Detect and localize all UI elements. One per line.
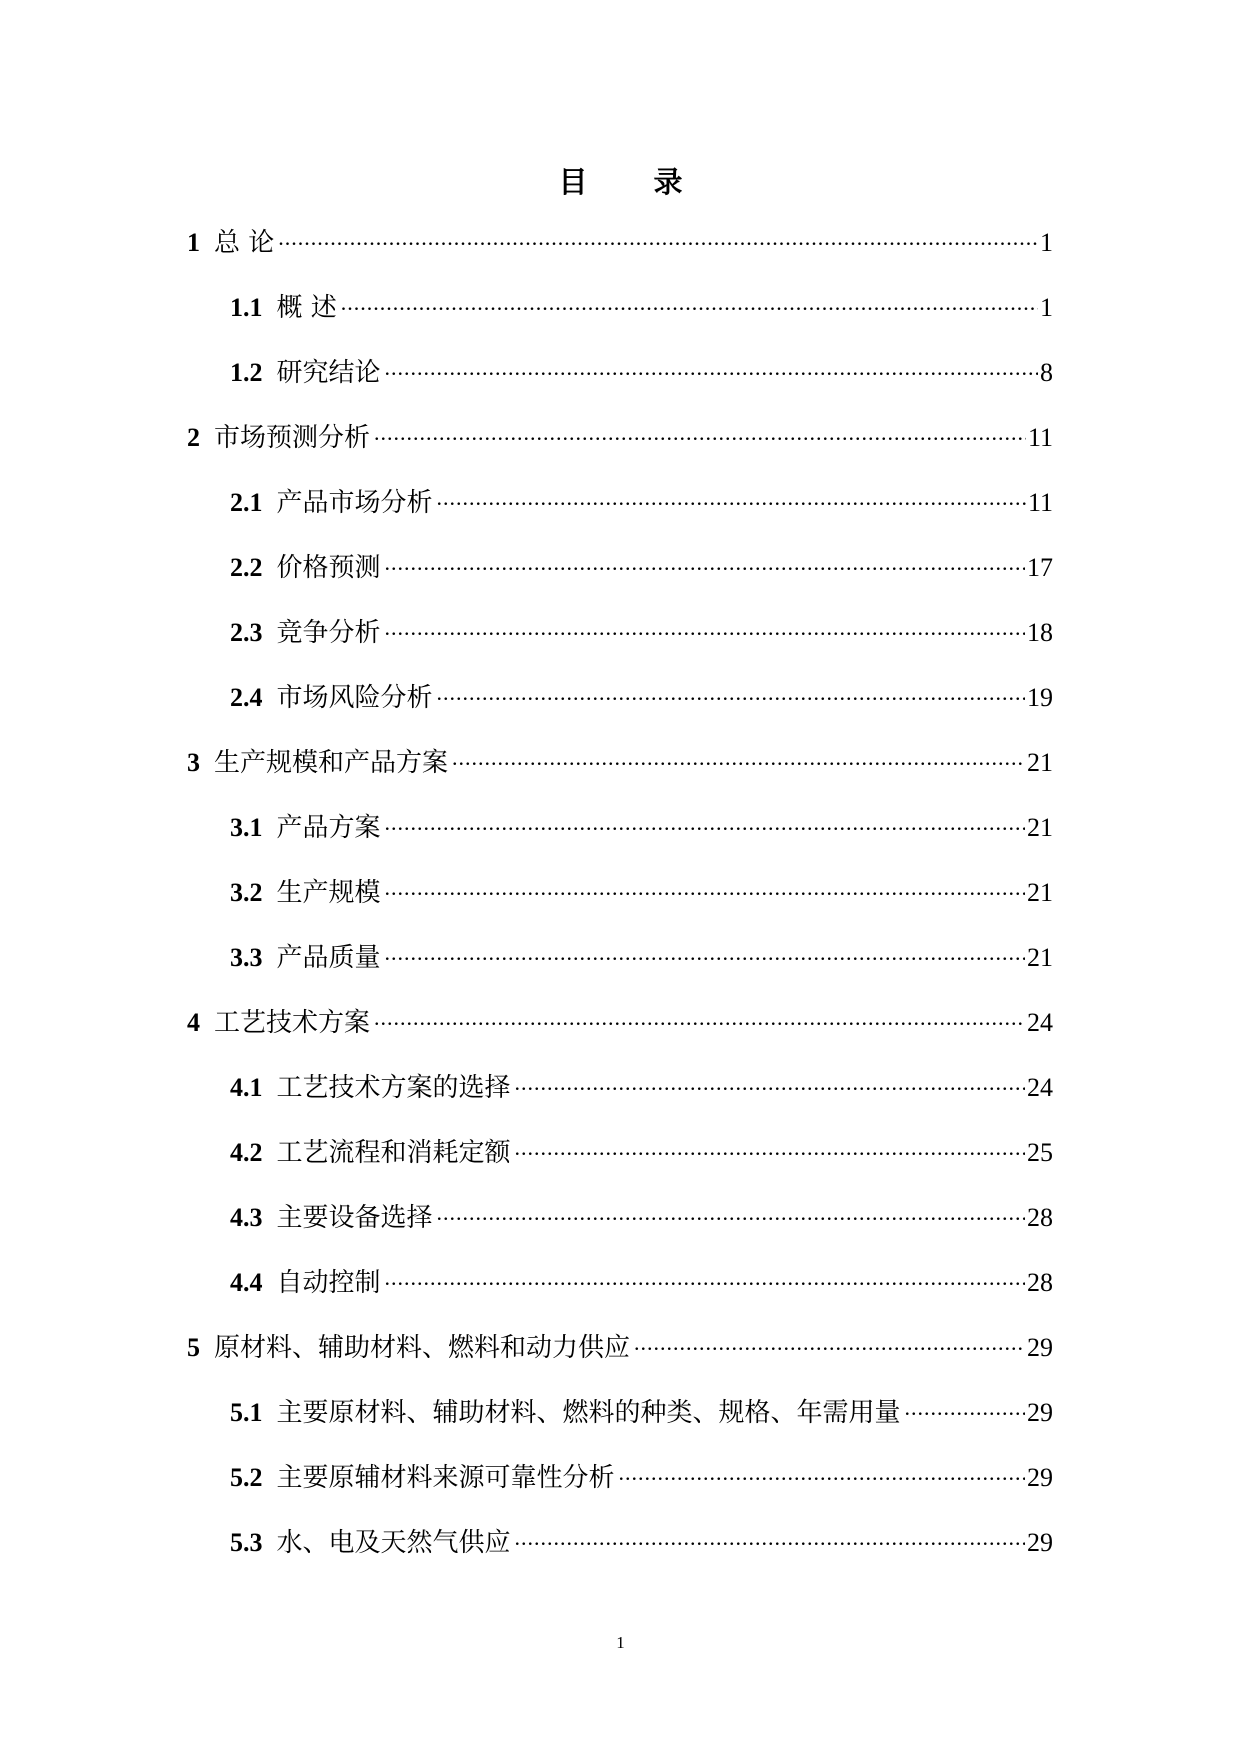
toc-entry-page: 28 bbox=[1027, 1203, 1053, 1232]
toc-entry-number: 1 bbox=[187, 228, 200, 257]
toc-entry[interactable] bbox=[187, 1067, 1053, 1132]
toc-entry-label: 概 述 bbox=[276, 293, 337, 323]
toc-entry-number: 3 bbox=[187, 748, 200, 777]
toc-entry-label: 生产规模和产品方案 bbox=[214, 748, 449, 778]
toc-entry-page: 25 bbox=[1027, 1138, 1053, 1167]
toc-dot-leader bbox=[374, 1005, 1025, 1031]
toc-entry-number: 5.3 bbox=[230, 1528, 263, 1557]
toc-entry-number: 5 bbox=[187, 1333, 200, 1362]
toc-dot-leader bbox=[437, 485, 1026, 511]
toc-entry[interactable] bbox=[187, 1262, 1053, 1327]
toc-entry[interactable] bbox=[187, 222, 1053, 287]
toc-entry[interactable] bbox=[187, 482, 1053, 547]
toc-entry[interactable] bbox=[187, 937, 1053, 1002]
toc-entry-page: 1 bbox=[1040, 293, 1053, 322]
toc-dot-leader bbox=[385, 940, 1025, 966]
toc-entry-page: 29 bbox=[1027, 1528, 1053, 1557]
toc-entry[interactable] bbox=[187, 1197, 1053, 1262]
toc-dot-leader bbox=[437, 1200, 1025, 1226]
toc-entry-number: 4.2 bbox=[230, 1138, 263, 1167]
toc-entry-label: 主要原辅材料来源可靠性分析 bbox=[276, 1463, 615, 1493]
toc-entry-number: 5.1 bbox=[230, 1398, 263, 1427]
toc-entry-label: 主要原材料、辅助材料、燃料的种类、规格、年需用量 bbox=[276, 1398, 901, 1428]
toc-entry-label: 水、电及天然气供应 bbox=[276, 1528, 511, 1558]
toc-entry-number: 3.3 bbox=[230, 943, 263, 972]
toc-entry-number: 2.2 bbox=[230, 553, 263, 582]
toc-dot-leader bbox=[385, 1265, 1025, 1291]
toc-entry[interactable] bbox=[187, 1327, 1053, 1392]
toc-entry-label: 工艺技术方案 bbox=[214, 1008, 371, 1038]
toc-dot-leader bbox=[452, 745, 1025, 771]
toc-entry-page: 21 bbox=[1027, 748, 1053, 777]
page-number: 1 bbox=[616, 1633, 625, 1652]
toc-entry-page: 24 bbox=[1027, 1008, 1053, 1037]
toc-entry-number: 4.3 bbox=[230, 1203, 263, 1232]
toc-dot-leader bbox=[278, 225, 1038, 251]
toc-entry-number: 1.1 bbox=[230, 293, 263, 322]
toc-dot-leader bbox=[374, 420, 1026, 446]
toc-dot-leader bbox=[341, 290, 1038, 316]
toc-entry-page: 29 bbox=[1027, 1333, 1053, 1362]
toc-dot-leader bbox=[385, 550, 1025, 576]
toc-entry[interactable] bbox=[187, 417, 1053, 482]
toc-entry-label: 竞争分析 bbox=[276, 618, 381, 648]
toc-entry-page: 11 bbox=[1027, 423, 1053, 452]
toc-entry-page: 28 bbox=[1027, 1268, 1053, 1297]
toc-dot-leader bbox=[385, 810, 1025, 836]
toc-entry-number: 3.2 bbox=[230, 878, 263, 907]
toc-entry[interactable] bbox=[187, 1457, 1053, 1522]
toc-dot-leader bbox=[385, 875, 1025, 901]
toc-entry[interactable] bbox=[187, 677, 1053, 742]
toc-entry-label: 价格预测 bbox=[276, 553, 381, 583]
toc-entry-number: 2.1 bbox=[230, 488, 263, 517]
toc-entry[interactable] bbox=[187, 352, 1053, 417]
toc-entry-label: 产品市场分析 bbox=[276, 488, 433, 518]
toc-entry-number: 2 bbox=[187, 423, 200, 452]
toc-entry-label: 工艺技术方案的选择 bbox=[276, 1073, 511, 1103]
toc-entry-label: 市场风险分析 bbox=[276, 683, 433, 713]
toc-entry-number: 4.1 bbox=[230, 1073, 263, 1102]
toc-entry-page: 29 bbox=[1027, 1463, 1053, 1492]
toc-entry-page: 17 bbox=[1027, 553, 1053, 582]
toc-entry-page: 8 bbox=[1040, 358, 1053, 387]
toc-entry[interactable] bbox=[187, 807, 1053, 872]
toc-entry[interactable] bbox=[187, 547, 1053, 612]
toc-entry[interactable] bbox=[187, 1392, 1053, 1457]
toc-entry-number: 1.2 bbox=[230, 358, 263, 387]
toc-entry[interactable] bbox=[187, 287, 1053, 352]
toc-entry-number: 4.4 bbox=[230, 1268, 263, 1297]
toc-entry-label: 自动控制 bbox=[276, 1268, 381, 1298]
toc-entry-number: 3.1 bbox=[230, 813, 263, 842]
toc-entry-label: 市场预测分析 bbox=[214, 423, 371, 453]
toc-entry[interactable] bbox=[187, 1132, 1053, 1197]
toc-dot-leader bbox=[619, 1460, 1025, 1486]
toc-entry-page: 18 bbox=[1027, 618, 1053, 647]
toc-entry[interactable] bbox=[187, 872, 1053, 937]
toc-title: 目 录 bbox=[558, 165, 711, 199]
toc-entry-label: 生产规模 bbox=[276, 878, 381, 908]
toc-entry-label: 原材料、辅助材料、燃料和动力供应 bbox=[214, 1333, 631, 1363]
toc-entry-label: 研究结论 bbox=[276, 358, 381, 388]
toc-dot-leader bbox=[515, 1135, 1025, 1161]
toc-dot-leader bbox=[905, 1395, 1025, 1421]
toc-dot-leader bbox=[437, 680, 1025, 706]
toc-entry-label: 工艺流程和消耗定额 bbox=[276, 1138, 511, 1168]
toc-entry-number: 2.3 bbox=[230, 618, 263, 647]
toc-entry-page: 21 bbox=[1027, 813, 1053, 842]
toc-dot-leader bbox=[385, 615, 1025, 641]
toc-entry-label: 产品方案 bbox=[276, 813, 381, 843]
toc-dot-leader bbox=[515, 1525, 1025, 1551]
toc-entry-page: 21 bbox=[1027, 878, 1053, 907]
toc-entry-label: 主要设备选择 bbox=[276, 1203, 433, 1233]
toc-entry-page: 29 bbox=[1027, 1398, 1053, 1427]
toc-entry[interactable] bbox=[187, 612, 1053, 677]
toc-entry-number: 5.2 bbox=[230, 1463, 263, 1492]
toc-entry-label: 总 论 bbox=[214, 228, 275, 258]
toc-entry-number: 2.4 bbox=[230, 683, 263, 712]
toc-entry-page: 19 bbox=[1027, 683, 1053, 712]
toc-dot-leader bbox=[515, 1070, 1025, 1096]
toc-entry-page: 24 bbox=[1027, 1073, 1053, 1102]
toc-entry[interactable] bbox=[187, 742, 1053, 807]
toc-dot-leader bbox=[634, 1330, 1025, 1356]
toc-dot-leader bbox=[385, 355, 1038, 381]
toc-entry-page: 1 bbox=[1040, 228, 1053, 257]
toc-entry-page: 21 bbox=[1027, 943, 1053, 972]
toc-entry-label: 产品质量 bbox=[276, 943, 381, 973]
toc-entry[interactable] bbox=[187, 1002, 1053, 1067]
toc-entry[interactable] bbox=[187, 1522, 1053, 1587]
toc-entry-number: 4 bbox=[187, 1008, 200, 1037]
toc-entry-page: 11 bbox=[1027, 488, 1053, 517]
toc-list bbox=[187, 222, 1053, 1587]
